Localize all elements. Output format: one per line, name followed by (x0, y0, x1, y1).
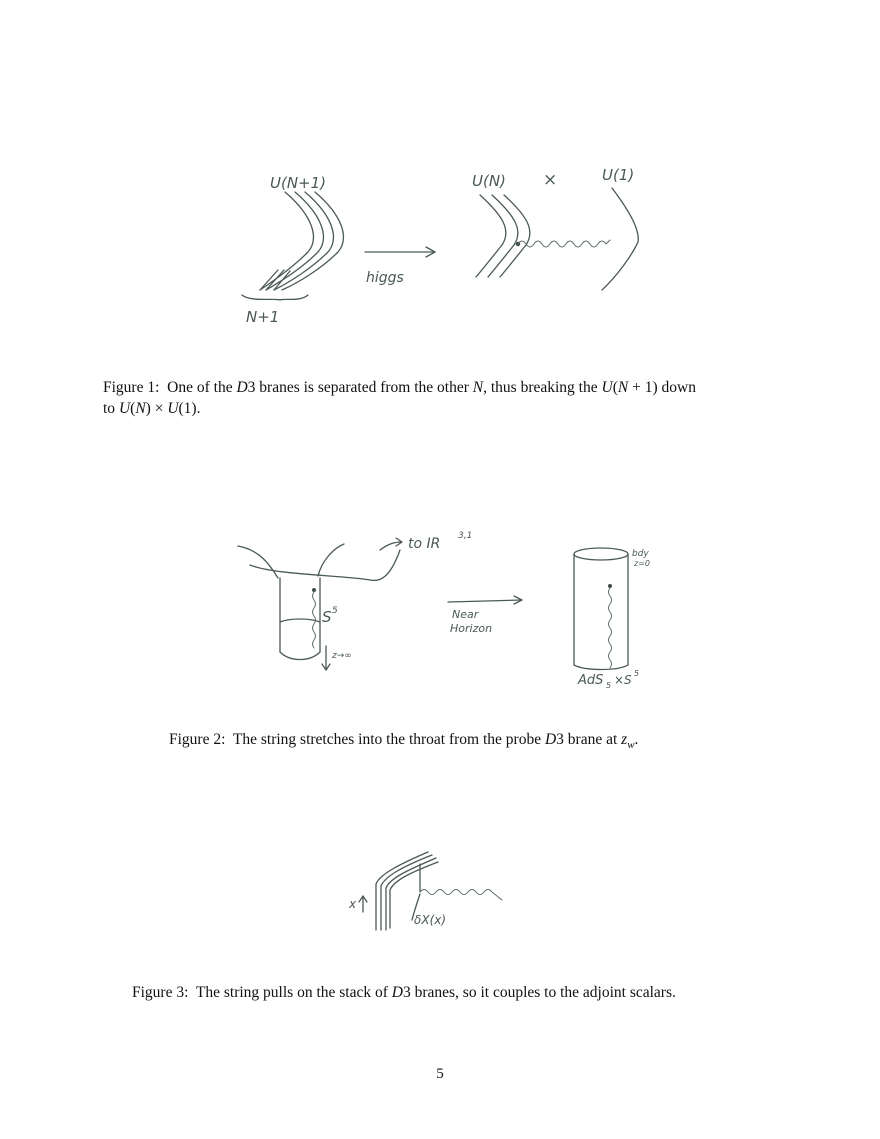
caption-math: U (118, 400, 131, 417)
caption-math: N (617, 379, 629, 396)
caption-text: The string pulls on the stack of (195, 984, 392, 1001)
figure-1-caption (103, 377, 783, 419)
caption-text: ( (130, 400, 136, 417)
caption-text: (1). (178, 400, 201, 417)
caption-text: The string stretches into the throat from the probe (232, 731, 545, 748)
caption-text: 3 brane at (556, 731, 622, 748)
ads-probe-point (608, 584, 612, 588)
caption-subscript: w (627, 739, 635, 752)
x-axis-label: x (349, 897, 357, 911)
caption-label: Figure 1: (103, 379, 160, 396)
caption-label: Figure 2: (169, 731, 226, 748)
figure-2-caption (169, 729, 789, 756)
ads-subscript: 5 (606, 681, 612, 690)
caption-math: N (472, 379, 484, 396)
ads-exponent: 5 (634, 669, 640, 678)
caption-text: ( (612, 379, 618, 396)
caption-math: U (601, 379, 613, 396)
caption-math: D (544, 731, 557, 748)
times-sign: × (543, 170, 558, 190)
caption-text: 3 branes is separated from the other (247, 379, 473, 396)
left-count-label: N+1 (246, 308, 280, 326)
right-group-b-label: U(1) (602, 166, 635, 184)
sphere-exp: 5 (332, 606, 338, 616)
to-ir-label: to IR (408, 536, 441, 552)
ads-label: AdS (578, 673, 604, 688)
probe-brane-point (312, 588, 316, 592)
right-group-a-label: U(N) (472, 172, 506, 190)
caption-math: U (167, 400, 179, 417)
caption-math: D (236, 379, 248, 396)
ir-superscript: 3,1 (458, 531, 473, 541)
ads-times: ×S (614, 673, 632, 687)
figure-3-sketch (340, 840, 540, 940)
sphere-label: S (322, 608, 332, 626)
left-group-label: U(N+1) (270, 174, 327, 192)
caption-text: ) × (145, 400, 168, 417)
arrow-label: higgs (366, 270, 404, 286)
caption-math: N (135, 400, 146, 417)
z-infinity-label: z→∞ (332, 651, 352, 661)
caption-text: 3 branes, so it couples to the adjoint scalars. (402, 984, 676, 1001)
horizon-label: Horizon (450, 622, 493, 635)
caption-math: z (621, 731, 628, 748)
figure-3-caption (132, 982, 812, 1003)
caption-text: + 1) down (628, 379, 696, 396)
caption-text: to (103, 400, 119, 417)
figure-1-sketch (220, 150, 660, 365)
figure-2-sketch (230, 520, 680, 700)
caption-math: D (391, 984, 403, 1001)
page-number: 5 (436, 1066, 444, 1082)
caption-text: . (634, 731, 639, 748)
caption-text: One of the (167, 379, 237, 396)
caption-text: , thus breaking the (483, 379, 602, 396)
near-label: Near (452, 608, 479, 621)
boundary-z-label: z=0 (634, 559, 650, 568)
caption-label: Figure 3: (132, 984, 189, 1001)
boundary-label: bdy (632, 549, 649, 559)
displacement-label: δX(x) (414, 913, 447, 927)
